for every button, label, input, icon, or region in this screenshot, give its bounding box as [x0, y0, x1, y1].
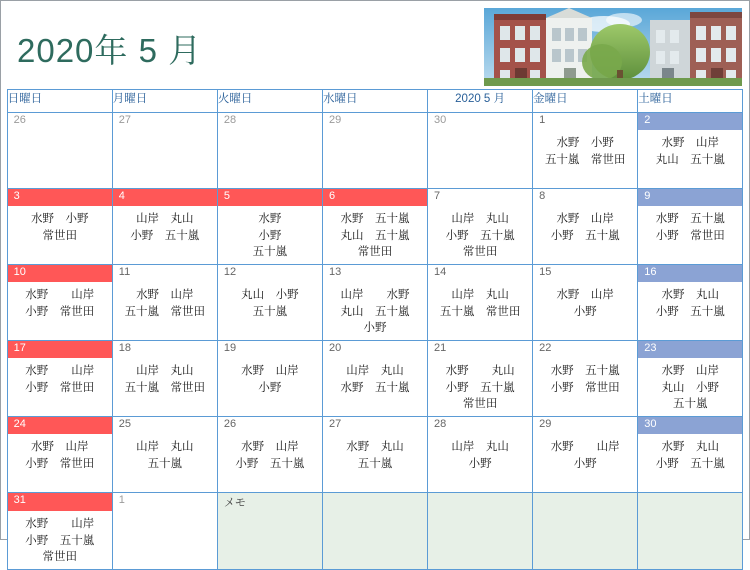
assignee-line: 水野 山岸: [136, 289, 194, 302]
day-names-cell[interactable]: [322, 511, 427, 570]
day-names-cell[interactable]: [638, 130, 743, 189]
day-number-cell[interactable]: 9: [638, 189, 743, 207]
day-names-cell[interactable]: [7, 206, 112, 265]
day-names-cell[interactable]: [322, 282, 427, 341]
calendar-date-row: [7, 113, 743, 131]
weekday-header-sun: 日曜日: [7, 90, 112, 113]
day-number-cell[interactable]: 6: [322, 189, 427, 207]
day-names-cell[interactable]: [7, 282, 112, 341]
day-number-cell[interactable]: 24: [7, 417, 112, 435]
assignee-line: 小野 五十嵐: [655, 305, 725, 318]
assignee-line: 水野 山岸: [550, 441, 620, 454]
weekday-header-tue: 火曜日: [217, 90, 322, 113]
calendar-date-row: [7, 493, 743, 512]
day-names-cell[interactable]: [533, 206, 638, 265]
assignee-line: 山岸 丸山: [136, 441, 194, 454]
weekday-header-mon: 月曜日: [112, 90, 217, 113]
day-names-cell[interactable]: [533, 434, 638, 493]
day-names-cell[interactable]: [428, 434, 533, 493]
calendar-date-row: [7, 417, 743, 435]
day-names-cell[interactable]: [428, 130, 533, 189]
day-number-cell[interactable]: 26: [217, 417, 322, 435]
assignee-line: 小野 常世田: [25, 457, 95, 470]
weekday-header-row: [7, 90, 743, 113]
assignee-line: 丸山 五十嵐: [340, 305, 410, 318]
assignee-line: 水野 丸山: [661, 289, 720, 302]
day-names-cell[interactable]: [638, 358, 743, 417]
day-names-cell[interactable]: [217, 130, 322, 189]
day-number-cell[interactable]: 23: [638, 341, 743, 359]
calendar-names-row: [7, 282, 743, 341]
day-names-cell[interactable]: [217, 206, 322, 265]
assignee-line: 水野 山岸: [25, 518, 95, 531]
assignee-line: 水野 山岸: [241, 441, 299, 454]
assignee-line: 水野 山岸: [30, 441, 89, 454]
assignee-line: 小野: [258, 229, 282, 242]
assignee-line: 水野 山岸: [25, 365, 95, 378]
day-names-cell[interactable]: [217, 511, 322, 570]
day-names-cell[interactable]: [638, 434, 743, 493]
assignee-line: 五十嵐: [252, 246, 288, 259]
assignee-line: 山岸 丸山: [451, 289, 509, 302]
day-number-cell[interactable]: 27: [112, 113, 217, 131]
day-number-cell[interactable]: 12: [217, 265, 322, 283]
day-names-cell[interactable]: [112, 358, 217, 417]
day-number-cell[interactable]: 30: [428, 113, 533, 131]
calendar-date-row: [7, 189, 743, 207]
assignee-line: 小野 常世田: [25, 305, 95, 318]
assignee-line: 水野 山岸: [241, 365, 299, 378]
day-number-cell[interactable]: 5: [217, 189, 322, 207]
day-number-cell[interactable]: 11: [112, 265, 217, 283]
day-number-cell[interactable]: メモ: [217, 493, 322, 512]
day-names-cell[interactable]: [217, 358, 322, 417]
day-number-cell[interactable]: 25: [112, 417, 217, 435]
calendar-names-row: [7, 511, 743, 570]
calendar-names-row: [7, 358, 743, 417]
assignee-line: 小野 五十嵐: [655, 457, 725, 470]
assignee-line: 水野 小野: [556, 137, 614, 149]
day-names-cell[interactable]: [638, 511, 743, 570]
assignee-line: 常世田: [357, 246, 393, 259]
day-number-cell[interactable]: 13: [322, 265, 427, 283]
day-number-cell[interactable]: 17: [7, 341, 112, 359]
day-number-cell[interactable]: 31: [7, 493, 112, 512]
assignee-line: 小野: [468, 457, 492, 470]
assignee-line: 水野 山岸: [661, 365, 720, 378]
day-names-cell[interactable]: [533, 358, 638, 417]
assignee-line: 水野 山岸: [25, 289, 95, 302]
day-names-cell[interactable]: [112, 434, 217, 493]
assignee-line: 水野 山岸: [556, 213, 614, 225]
assignee-line: 水野 五十嵐: [655, 213, 725, 225]
day-number-cell[interactable]: [322, 493, 427, 512]
assignee-line: 水野 山岸: [661, 137, 720, 149]
weekday-header-sat: 土曜日: [638, 90, 743, 113]
day-names-cell[interactable]: [322, 206, 427, 265]
day-number-cell[interactable]: [638, 493, 743, 512]
assignee-line: 常世田: [462, 246, 498, 259]
day-names-cell[interactable]: [533, 511, 638, 570]
day-number-cell[interactable]: 16: [638, 265, 743, 283]
assignee-line: 山岸 丸山: [136, 213, 194, 225]
day-number-cell[interactable]: 26: [7, 113, 112, 131]
assignee-line: 五十嵐 常世田: [124, 381, 206, 394]
day-names-cell[interactable]: [217, 282, 322, 341]
day-number-cell[interactable]: 7: [428, 189, 533, 207]
day-number-cell[interactable]: [533, 493, 638, 512]
assignee-line: 丸山 五十嵐: [655, 153, 725, 166]
day-number-cell[interactable]: 15: [533, 265, 638, 283]
townhouse-photo-banner: [484, 8, 742, 86]
day-number-cell[interactable]: 29: [322, 113, 427, 131]
assignee-line: 水野 五十嵐: [550, 365, 620, 378]
calendar-date-row: [7, 341, 743, 359]
assignee-line: 小野 五十嵐: [235, 457, 305, 470]
day-names-cell[interactable]: [638, 206, 743, 265]
assignee-line: 丸山 五十嵐: [340, 229, 410, 242]
assignee-line: 常世田: [42, 229, 77, 242]
day-number-cell[interactable]: 30: [638, 417, 743, 435]
day-names-cell[interactable]: [112, 511, 217, 570]
day-names-cell[interactable]: [428, 358, 533, 417]
day-number-cell[interactable]: [428, 493, 533, 512]
assignee-line: 小野 五十嵐: [25, 534, 95, 547]
assignee-line: 山岸 丸山: [346, 365, 404, 378]
calendar-body: [7, 113, 743, 570]
day-number-cell[interactable]: 4: [112, 189, 217, 207]
assignee-line: 小野 五十嵐: [130, 229, 200, 242]
assignee-line: 小野 常世田: [655, 229, 725, 242]
day-number-cell[interactable]: 14: [428, 265, 533, 283]
assignee-line: 五十嵐: [357, 457, 393, 470]
day-names-cell[interactable]: [7, 130, 112, 189]
assignee-line: 五十嵐: [252, 305, 288, 318]
month-label: 2020 5 月: [428, 90, 533, 113]
day-number-cell[interactable]: 28: [428, 417, 533, 435]
weekday-header-wed: 水曜日: [322, 90, 427, 113]
day-number-cell[interactable]: 19: [217, 341, 322, 359]
day-names-cell[interactable]: [533, 282, 638, 341]
day-names-cell[interactable]: [428, 282, 533, 341]
day-number-cell[interactable]: 20: [322, 341, 427, 359]
assignee-line: 水野 五十嵐: [340, 381, 410, 394]
assignee-line: 水野 山岸: [556, 289, 614, 302]
day-names-cell[interactable]: [7, 434, 112, 493]
assignee-line: 小野 常世田: [550, 381, 620, 394]
assignee-line: 常世田: [462, 398, 498, 411]
day-names-cell[interactable]: [7, 511, 112, 570]
day-names-cell[interactable]: [7, 358, 112, 417]
weekday-header-fri: 金曜日: [533, 90, 638, 113]
calendar-names-row: [7, 130, 743, 189]
assignee-line: 山岸 丸山: [451, 441, 509, 454]
assignee-line: 小野: [573, 457, 597, 470]
assignee-line: 山岸 丸山: [451, 213, 509, 225]
day-names-cell[interactable]: [322, 130, 427, 189]
assignee-line: 小野 五十嵐: [550, 229, 620, 242]
day-number-cell[interactable]: 22: [533, 341, 638, 359]
assignee-line: 五十嵐 常世田: [544, 153, 626, 166]
assignee-line: 丸山 小野: [241, 289, 299, 302]
day-names-cell[interactable]: [322, 434, 427, 493]
assignee-line: 常世田: [42, 551, 77, 564]
day-number-cell[interactable]: 28: [217, 113, 322, 131]
day-number-cell[interactable]: 3: [7, 189, 112, 207]
day-number-cell[interactable]: 27: [322, 417, 427, 435]
calendar-table: [7, 89, 744, 570]
assignee-line: 五十嵐 常世田: [439, 305, 521, 318]
day-number-cell[interactable]: 1: [112, 493, 217, 512]
assignee-line: 小野 常世田: [25, 381, 95, 394]
assignee-line: 山岸 水野: [340, 289, 410, 302]
assignee-line: 五十嵐: [673, 398, 708, 411]
assignee-line: 水野 丸山: [661, 441, 720, 454]
assignee-line: 五十嵐: [147, 457, 183, 470]
page-title: 2020年 5 月: [17, 32, 203, 69]
day-number-cell[interactable]: 10: [7, 265, 112, 283]
day-names-cell[interactable]: [428, 511, 533, 570]
assignee-line: 水野 小野: [30, 213, 89, 225]
assignee-line: 水野 丸山: [445, 365, 515, 378]
day-names-cell[interactable]: [112, 282, 217, 341]
assignee-line: 山岸 丸山: [136, 365, 194, 378]
day-number-cell[interactable]: 1: [533, 113, 638, 131]
day-names-cell[interactable]: [112, 206, 217, 265]
assignee-line: 水野: [258, 213, 282, 225]
day-number-cell[interactable]: 8: [533, 189, 638, 207]
page-header: [1, 1, 749, 89]
day-names-cell[interactable]: [533, 130, 638, 189]
day-number-cell[interactable]: 21: [428, 341, 533, 359]
day-names-cell[interactable]: [638, 282, 743, 341]
calendar-names-row: [7, 206, 743, 265]
day-names-cell[interactable]: [217, 434, 322, 493]
assignee-line: 水野 五十嵐: [340, 213, 410, 225]
calendar-names-row: [7, 434, 743, 493]
calendar-date-row: [7, 265, 743, 283]
assignee-line: 五十嵐 常世田: [124, 305, 206, 318]
assignee-line: 小野 五十嵐: [445, 229, 515, 242]
assignee-line: 小野: [363, 322, 387, 335]
assignee-line: 小野: [258, 381, 282, 394]
day-number-cell[interactable]: 29: [533, 417, 638, 435]
assignee-line: 水野 丸山: [346, 441, 404, 454]
day-number-cell[interactable]: 18: [112, 341, 217, 359]
assignee-line: 丸山 小野: [661, 381, 720, 394]
assignee-line: 小野: [573, 305, 597, 318]
assignee-line: 小野 五十嵐: [445, 381, 515, 394]
day-names-cell[interactable]: [112, 130, 217, 189]
day-number-cell[interactable]: 2: [638, 113, 743, 131]
day-names-cell[interactable]: [428, 206, 533, 265]
day-names-cell[interactable]: [322, 358, 427, 417]
